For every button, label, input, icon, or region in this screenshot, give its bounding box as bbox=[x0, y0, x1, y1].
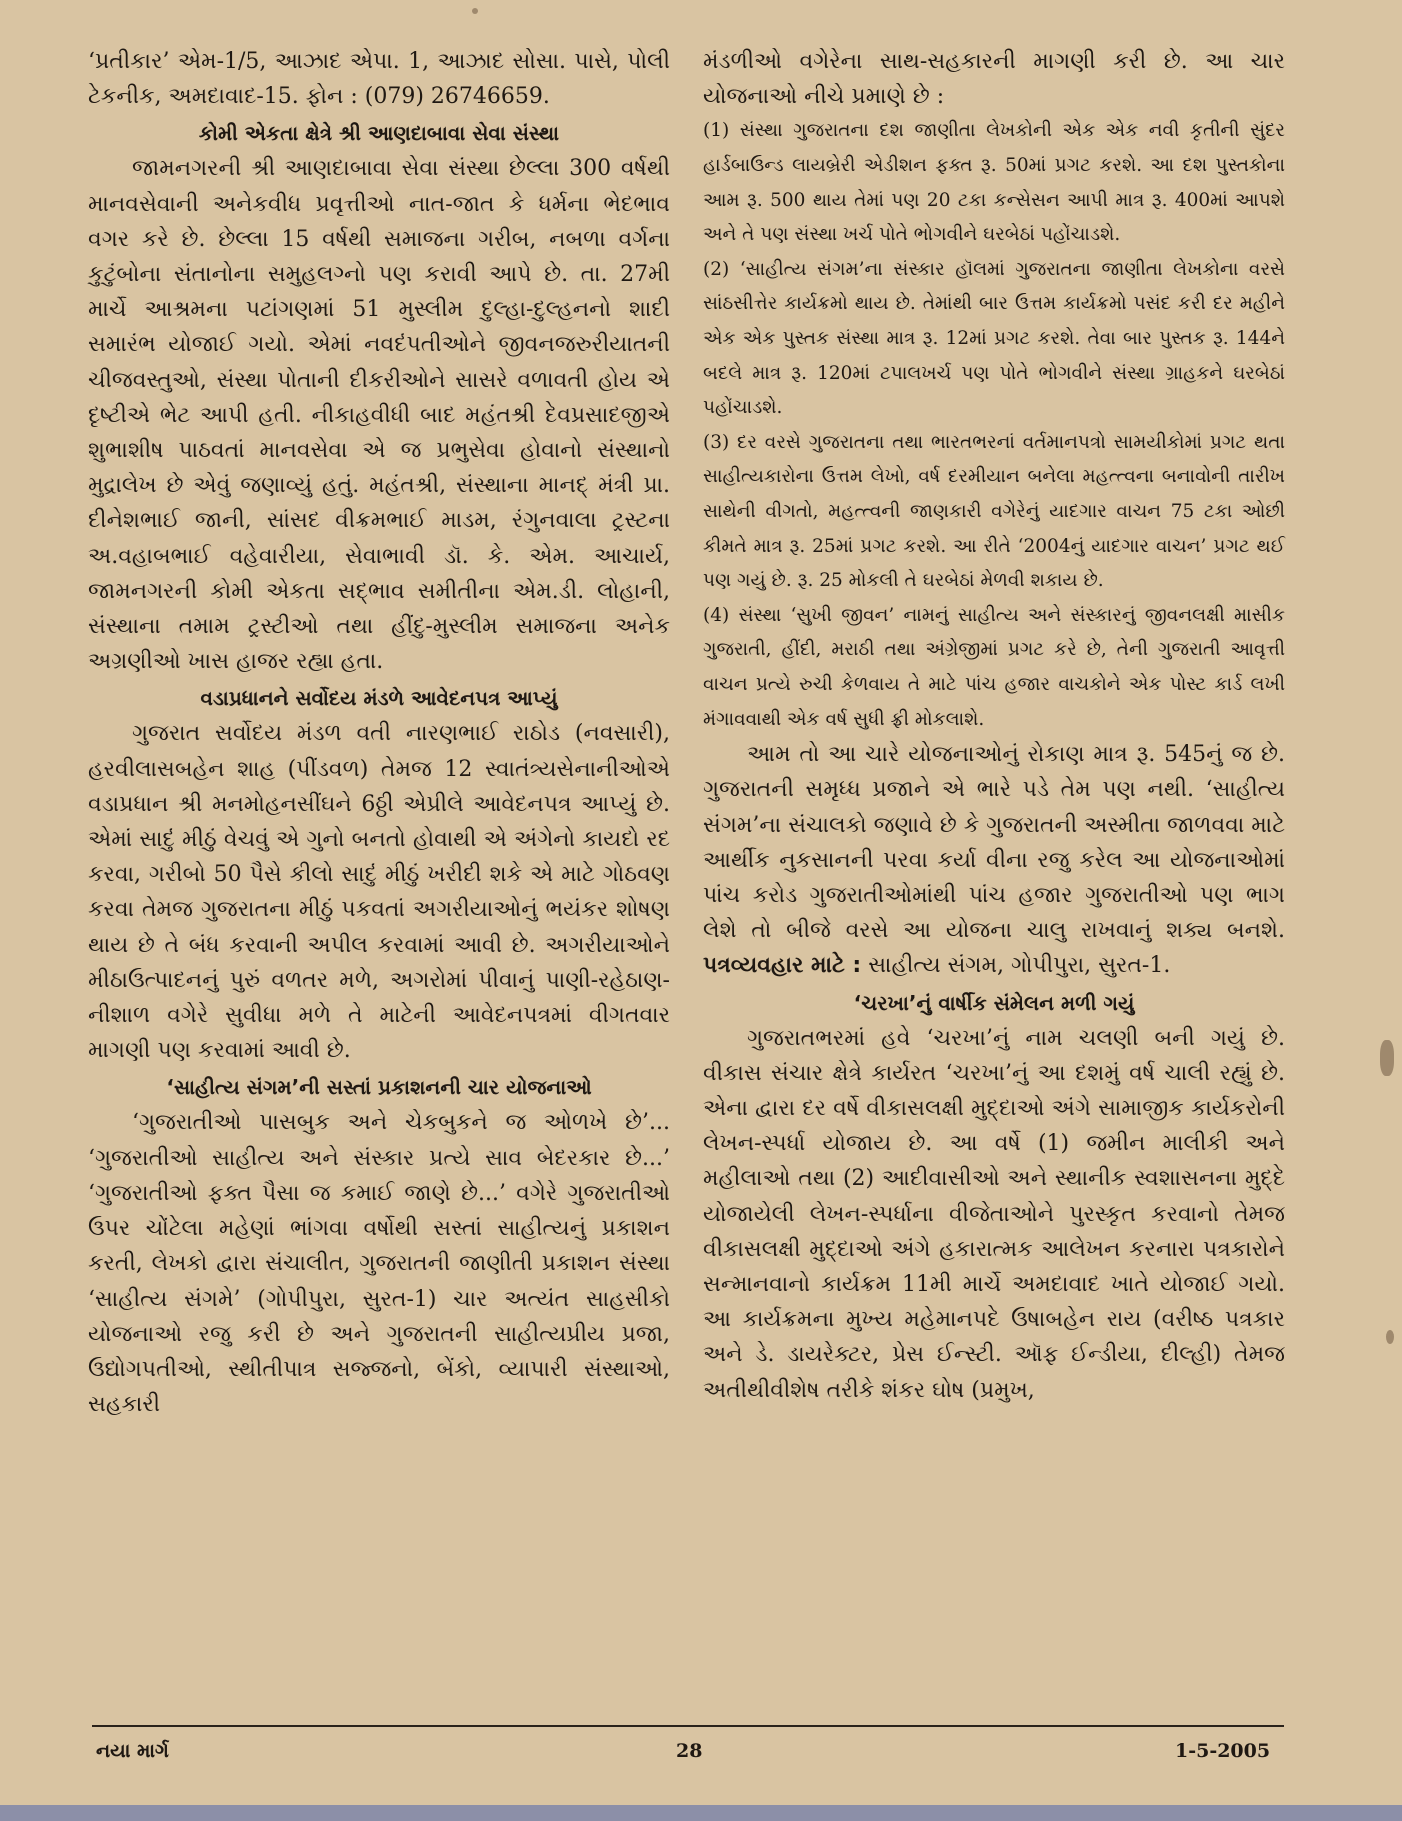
contact-label: પત્રવ્યવહાર માટે : bbox=[703, 953, 862, 979]
summary-body: આમ તો આ ચારે યોજનાઓનું રોકાણ માત્ર રૂ. 545નું જ છે. ગુજરાતની સમૃધ્ધ પ્રજાને એ ભારે પડે તેમ પણ નથી. ‘સાહીત્ય સંગમ’ના સંચાલકો જણાવે છે કે ગુજરાતની અસ્મીતા જાળવવા માટે આર્થીક નુકસાનની પરવા કર્યા વીના રજુ કરેલ આ યોજનાઓમાં પાંચ કરોડ ગુજરાતીઓમાંથી પાંચ હજાર ગુજરાતીઓ પણ ભાગ લેશે તો બીજે વરસે આ યોજના ચાલુ રાખવાનું શક્ય બનશે. bbox=[703, 742, 1285, 944]
scheme-3: (3) દર વરસે ગુજરાતના તથા ભારતભરનાં વર્તમાનપત્રો સામયીકોમાં પ્રગટ થતા સાહીત્યકારોના ઉત્તમ લેખો, વર્ષ દરમીયાન બનેલા મહત્ત્વના બનાવોની તારીખ સાથેની વીગતો, મહત્ત્વની જાણકારી વગેરેનું યાદગાર વાચન 75 ટકા ઓછી કીમતે માત્ર રૂ. 25માં પ્રગટ કરશે. આ રીતે ‘2004નું યાદગાર વાચન’ પ્રગટ થઈ પણ ગયું છે. રૂ. 25 મોકલી તે ઘરબેઠાં મેળવી શકાય છે. bbox=[703, 431, 1285, 592]
paper-speck bbox=[472, 8, 478, 14]
footer-date: 1-5-2005 bbox=[1175, 1740, 1271, 1762]
section-body-petition: ગુજરાત સર્વોદય મંડળ વતી નારણભાઈ રાઠોડ (નવસારી), હરવીલાસબહેન શાહ (પીંડવળ) તેમજ 12 સ્વાતંત્ર્યસેનાનીઓએ વડાપ્રધાન શ્રી મનમોહનસીંઘને 6ઠ્ઠી એપ્રીલે આવેદનપત્ર આપ્યું છે. એમાં સાદું મીઠું વેચવું એ ગુનો બનતો હોવાથી એ અંગેનો કાયદો રદ કરવા, ગરીબો 50 પૈસે કીલો સાદું મીઠું ખરીદી શકે એ માટે ગોઠવણ કરવા તેમજ ગુજરાતના મીઠું પકવતાં અગરીયાઓનું ભયંકર શોષણ થાય છે તે બંધ કરવાની અપીલ કરવામાં આવી છે. અગરીયાઓને મીઠાઉત્પાદનનું પુરું વળતર મળે, અગરોમાં પીવાનું પાણી-રહેઠાણ-નીશાળ વગેરે સુવીધા મળે તે માટેની આવેદનપત્રમાં વીગતવાર માગણી પણ કરવામાં આવી છે. bbox=[88, 721, 670, 1064]
footer-page-number: 28 bbox=[676, 1740, 703, 1762]
intro-address: ‘પ્રતીકાર’ એમ-1/5, આઝાદ એપા. 1, આઝાદ સોસા. પાસે, પોલી ટેકનીક, અમદાવાદ-15. ફોન : (079) 26746659. bbox=[88, 49, 670, 110]
section-heading-charkha: ‘ચરખા’નું વાર્ષીક સંમેલન મળી ગયું bbox=[853, 990, 1135, 1015]
left-column bbox=[88, 44, 670, 1422]
footer-divider bbox=[92, 1725, 1284, 1727]
contact-value: સાહીત્ય સંગમ, ગોપીપુરા, સુરત-1. bbox=[868, 953, 1171, 979]
section-heading-communal-harmony: કોમી એકતા ક્ષેત્રે શ્રી આણદાબાવા સેવા સંસ્થા bbox=[198, 121, 560, 146]
scan-background-strip bbox=[0, 1805, 1402, 1821]
summary-text bbox=[703, 737, 1285, 983]
section-body-communal-harmony: જામનગરની શ્રી આણદાબાવા સેવા સંસ્થા છેલ્લા 300 વર્ષથી માનવસેવાની અનેકવીધ પ્રવૃત્તીઓ નાત-જાત કે ધર્મના ભેદભાવ વગર કરે છે. છેલ્લા 15 વર્ષથી સમાજના ગરીબ, નબળા વર્ગના કુટુંબોના સંતાનોના સમુહલગ્નો પણ કરાવી આપે છે. તા. 27મી માર્ચે આશ્રમના પટાંગણમાં 51 મુસ્લીમ દુલ્હા-દુલ્હનનો શાદી સમારંભ યોજાઈ ગયો. એમાં નવદંપતીઓને જીવનજરુરીયાતની ચીજવસ્તુઓ, સંસ્થા પોતાની દીકરીઓને સાસરે વળાવતી હોય એ દૃષ્ટીએ ભેટ આપી હતી. નીકાહવીધી બાદ મહંતશ્રી દેવપ્રસાદજીએ શુભાશીષ પાઠવતાં માનવસેવા એ જ પ્રભુસેવા હોવાનો સંસ્થાનો મુદ્રાલેખ છે એવું જણાવ્યું હતું. મહંતશ્રી, સંસ્થાના માનદ્ મંત્રી પ્રા. દીનેશભાઈ જાની, સાંસદ વીક્રમભાઈ માડમ, રંગુનવાલા ટ્રસ્ટના અ.વહાબભાઈ વહેવારીયા, સેવાભાવી ડૉ. કે. એમ. આચાર્ય, જામનગરની કોમી એકતા સદ્ભાવ સમીતીના એમ.ડી. લોહાની, સંસ્થાના તમામ ટ્રસ્ટીઓ તથા હીંદુ-મુસ્લીમ સમાજના અનેક અગ્રણીઓ ખાસ હાજર રહ્યા હતા. bbox=[88, 156, 670, 675]
scheme-1: (1) સંસ્થા ગુજરાતના દશ જાણીતા લેખકોની એક એક નવી કૃતીની સુંદર હાર્ડબાઉન્ડ લાયબ્રેરી એડીશન ફક્ત રૂ. 50માં પ્રગટ કરશે. આ દશ પુસ્તકોના આમ રૂ. 500 થાય તેમાં પણ 20 ટકા કન્સેસન આપી માત્ર રૂ. 400માં આપશે અને તે પણ સંસ્થા ખર્ચ પોતે ભોગવીને ઘરબેઠાં પહોંચાડશે. bbox=[703, 120, 1285, 246]
section-heading-sahitya-sangam: ‘સાહીત્ય સંગમ’ની સસ્તાં પ્રકાશનની ચાર યોજનાઓ bbox=[166, 1075, 592, 1100]
section-body-sahitya-sangam: ‘ગુજરાતીઓ પાસબુક અને ચેકબુકને જ ઓળખે છે’... ‘ગુજરાતીઓ સાહીત્ય અને સંસ્કાર પ્રત્યે સાવ બેદરકાર છે...’ ‘ગુજરાતીઓ ફક્ત પૈસા જ કમાઈ જાણે છે...’ વગેરે ગુજરાતીઓ ઉપર ચોંટેલા મહેણાં ભાંગવા વર્ષોથી સસ્તાં સાહીત્યનું પ્રકાશન કરતી, લેખકો દ્વારા સંચાલીત, ગુજરાતની જાણીતી પ્રકાશન સંસ્થા ‘સાહીત્ય સંગમે’ (ગોપીપુરા, સુરત-1) ચાર અત્યંત સાહસીકો યોજનાઓ રજુ કરી છે અને ગુજરાતની સાહીત્યપ્રીય પ્રજા, ઉદ્યોગપતીઓ, સ્થીતીપાત્ર સજ્જનો, બેંકો, વ્યાપારી સંસ્થાઓ, સહકારી bbox=[88, 1110, 670, 1418]
paper-speck bbox=[1386, 1330, 1394, 1344]
right-column bbox=[703, 44, 1285, 1408]
scheme-4: (4) સંસ્થા ‘સુખી જીવન’ નામનું સાહીત્ય અને સંસ્કારનું જીવનલક્ષી માસીક ગુજરાતી, હીંદી, મરાઠી તથા અંગ્રેજીમાં પ્રગટ કરે છે, તેની ગુજરાતી આવૃત્તી વાચન પ્રત્યે રુચી કેળવાય તે માટે પાંચ હજાર વાચકોને એક પોસ્ટ કાર્ડ લખી મંગાવવાથી એક વર્ષ સુધી ફ્રી મોકલાશે. bbox=[703, 604, 1285, 730]
scheme-2: (2) ‘સાહીત્ય સંગમ’ના સંસ્કાર હૉલમાં ગુજરાતના જાણીતા લેખકોના વરસે સાંઠસીત્તેર કાર્યક્રમો થાય છે. તેમાંથી બાર ઉત્તમ કાર્યક્રમો પસંદ કરી દર મહીને એક એક પુસ્તક સંસ્થા માત્ર રૂ. 12માં પ્રગટ કરશે. તેવા બાર પુસ્તક રૂ. 144ને બદલે માત્ર રૂ. 120માં ટપાલખર્ચ પણ પોતે ભોગવીને સંસ્થા ગ્રાહકને ઘરબેઠાં પહોંચાડશે. bbox=[703, 258, 1285, 419]
section-body-charkha: ગુજરાતભરમાં હવે ‘ચરખા’નું નામ ચલણી બની ગયું છે. વીકાસ સંચાર ક્ષેત્રે કાર્યરત ‘ચરખા’નું આ દશમું વર્ષ ચાલી રહ્યું છે. એના દ્વારા દર વર્ષે વીકાસલક્ષી મુદ્દાઓ અંગે સામાજીક કાર્યકરોની લેખન-સ્પર્ધા યોજાય છે. આ વર્ષે (1) જમીન માલીકી અને મહીલાઓ તથા (2) આદીવાસીઓ અને સ્થાનીક સ્વશાસનના મુદ્દે યોજાયેલી લેખન-સ્પર્ધાના વીજેતાઓને પુરસ્કૃત કરવાનો તેમજ વીકાસલક્ષી મુદ્દાઓ અંગે હકારાત્મક આલેખન કરનારા પત્રકારોને સન્માનવાનો કાર્યક્રમ 11મી માર્ચે અમદાવાદ ખાતે યોજાઈ ગયો. આ કાર્યક્રમના મુખ્ય મહેમાનપદે ઉષાબહેન રાય (વરીષ્ઠ પત્રકાર અને ડે. ડાયરેક્ટર, પ્રેસ ઈન્સ્ટી. ઑફ ઈન્ડીયા, દીલ્હી) તેમજ અતીથીવીશેષ તરીકે શંકર ઘોષ (પ્રમુખ, bbox=[703, 1025, 1285, 1403]
paper-speck bbox=[1380, 1040, 1394, 1076]
footer-magazine-name: નયા માર્ગ bbox=[96, 1740, 169, 1762]
section-heading-petition: વડાપ્રધાનને સર્વોદય મંડળે આવેદનપત્ર આપ્યું bbox=[200, 686, 558, 711]
continuation-text: મંડળીઓ વગેરેના સાથ-સહકારની માગણી કરી છે. આ ચાર યોજનાઓ નીચે પ્રમાણે છે : bbox=[703, 49, 1285, 110]
